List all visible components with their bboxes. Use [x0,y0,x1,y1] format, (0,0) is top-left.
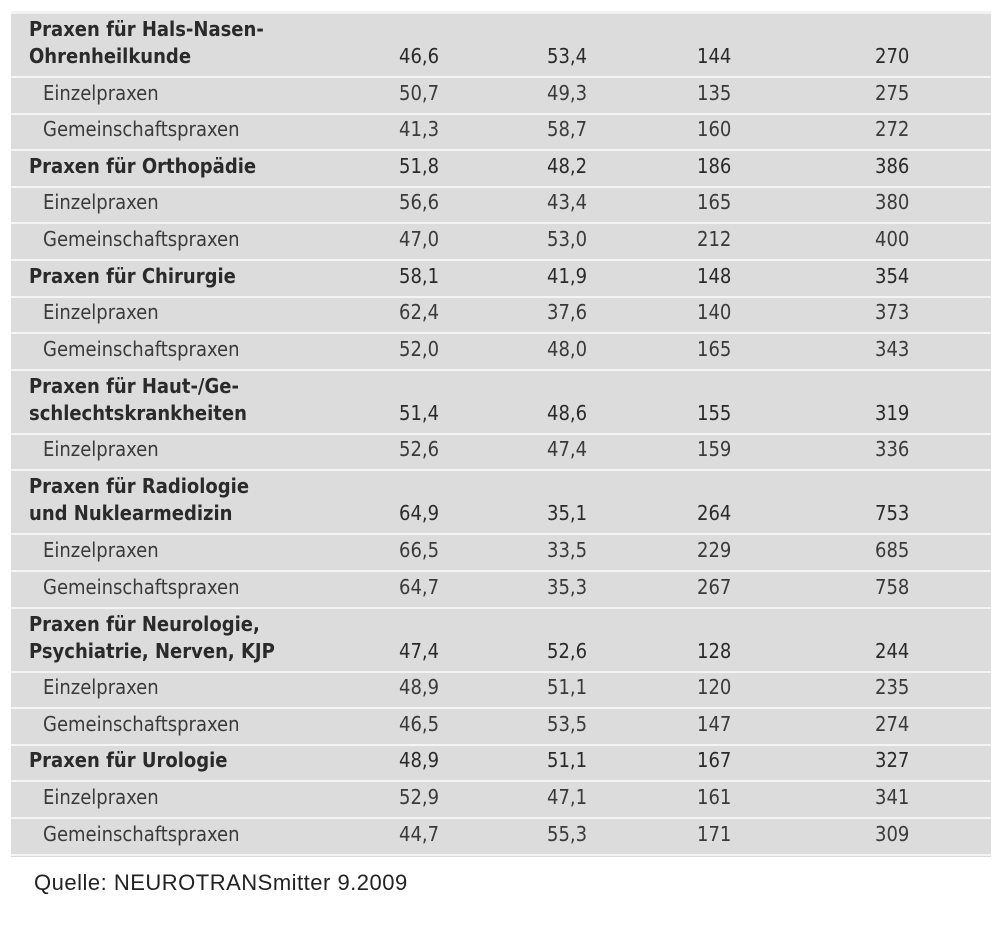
row-label [43,436,159,463]
value-cell-col2: 41,9 [547,263,588,288]
value-cell-col4: 341 [875,784,910,809]
row-label-line: Einzelpraxen [43,675,159,700]
row-label-line: Ohrenheilkunde [29,44,192,68]
value-cell-col1: 52,0 [399,336,440,361]
value-cell-col4: 386 [875,153,910,178]
value-cell-col3: 155 [697,400,732,425]
value-cell-col4: 753 [875,501,910,526]
value-cell-col3: 144 [697,44,732,68]
row-label [43,674,159,701]
value-cell-col2: 49,3 [547,80,588,105]
value-cell-col2: 47,4 [547,437,588,462]
row-label-line: Einzelpraxen [43,537,159,562]
source-caption: Quelle: NEUROTRANSmitter 9.2009 [34,870,408,895]
value-cell-col3: 171 [697,821,732,846]
value-cell-col4: 373 [875,300,910,325]
table-group-row [11,371,991,435]
table-group-row [11,14,991,78]
value-cell-col4: 235 [875,675,910,700]
value-cell-col2: 33,5 [547,537,588,562]
row-label-line: Gemeinschaftspraxen [43,226,240,251]
value-cell-col1: 41,3 [399,117,440,142]
row-label [29,16,264,70]
value-cell-col1: 48,9 [399,675,440,700]
value-cell-col1: 56,6 [399,190,440,215]
row-label-line: Gemeinschaftspraxen [43,117,240,142]
row-label-line: und Nuklearmedizin [29,501,233,526]
row-label-line: Einzelpraxen [43,437,159,462]
value-cell-col1: 44,7 [399,821,440,846]
value-cell-col1: 47,0 [399,226,440,251]
value-cell-col1: 46,6 [399,44,440,68]
value-cell-col2: 53,4 [547,44,588,68]
value-cell-col3: 229 [697,537,732,562]
value-cell-col2: 53,0 [547,226,588,251]
value-cell-col3: 267 [697,574,732,599]
value-cell-col2: 37,6 [547,300,588,325]
value-cell-col4: 319 [875,400,910,425]
value-cell-col3: 148 [697,263,732,288]
value-cell-col3: 160 [697,117,732,142]
value-cell-col2: 48,6 [547,400,588,425]
row-label [43,226,239,253]
row-label [43,336,239,363]
value-cell-col3: 159 [697,437,732,462]
value-cell-col2: 48,2 [547,153,588,178]
row-label [43,80,159,107]
value-cell-col1: 66,5 [399,537,440,562]
row-label-line: Praxen für Chirurgie [29,263,236,288]
value-cell-col1: 52,9 [399,784,440,809]
table-row [11,673,991,710]
value-cell-col3: 167 [697,748,732,773]
value-cell-col4: 274 [875,711,910,736]
table-group-row [11,151,991,188]
row-label-line: Praxen für Haut-/Ge- [29,373,239,398]
table-row [11,435,991,472]
row-label [43,711,239,738]
row-label-line: Einzelpraxen [43,190,159,215]
value-cell-col1: 62,4 [399,300,440,325]
row-label-line: Einzelpraxen [43,80,159,105]
row-label [43,574,239,601]
table-row [11,535,991,572]
value-cell-col4: 758 [875,574,910,599]
row-label-line: Praxen für Urologie [29,748,228,773]
row-label-line: Praxen für Hals-Nasen- [29,17,264,41]
value-cell-col2: 47,1 [547,784,588,809]
value-cell-col3: 161 [697,784,732,809]
value-cell-col4: 275 [875,80,910,105]
value-cell-col1: 46,5 [399,711,440,736]
row-label-line: Gemeinschaftspraxen [43,336,240,361]
value-cell-col2: 48,0 [547,336,588,361]
value-cell-col3: 128 [697,638,732,663]
data-table [11,11,991,857]
row-label [43,784,159,811]
row-label-line: Einzelpraxen [43,784,159,809]
row-label [43,299,159,326]
row-label [29,611,275,665]
table-row [11,819,991,856]
value-cell-col3: 186 [697,153,732,178]
value-cell-col3: 140 [697,300,732,325]
value-cell-col2: 43,4 [547,190,588,215]
value-cell-col2: 55,3 [547,821,588,846]
value-cell-col1: 50,7 [399,80,440,105]
value-cell-col4: 354 [875,263,910,288]
value-cell-col2: 35,1 [547,501,588,526]
value-cell-col3: 165 [697,190,732,215]
row-label-line: Gemeinschaftspraxen [43,711,240,736]
value-cell-col1: 52,6 [399,437,440,462]
row-label [29,747,227,774]
value-cell-col3: 212 [697,226,732,251]
table-row [11,78,991,115]
row-label [29,153,256,180]
row-label-line: Gemeinschaftspraxen [43,821,240,846]
row-label-line: Praxen für Orthopädie [29,153,257,178]
value-cell-col2: 35,3 [547,574,588,599]
value-cell-col1: 51,8 [399,153,440,178]
table-group-row [11,471,991,535]
row-label-line: Praxen für Neurologie, [29,611,260,636]
value-cell-col1: 64,9 [399,501,440,526]
row-label [43,821,239,848]
table-group-row [11,746,991,783]
value-cell-col4: 336 [875,437,910,462]
row-label [29,263,236,290]
value-cell-col4: 343 [875,336,910,361]
table-row [11,782,991,819]
table-row [11,709,991,746]
table-group-row [11,261,991,298]
table-row [11,224,991,261]
row-label-line: Praxen für Radiologie [29,474,250,499]
value-cell-col2: 51,1 [547,748,588,773]
row-label [43,189,159,216]
value-cell-col4: 309 [875,821,910,846]
value-cell-col3: 264 [697,501,732,526]
value-cell-col1: 47,4 [399,638,440,663]
value-cell-col2: 52,6 [547,638,588,663]
value-cell-col3: 120 [697,675,732,700]
table-group-row [11,609,991,673]
value-cell-col3: 147 [697,711,732,736]
value-cell-col1: 51,4 [399,400,440,425]
value-cell-col4: 380 [875,190,910,215]
row-label-line: Einzelpraxen [43,300,159,325]
value-cell-col1: 64,7 [399,574,440,599]
value-cell-col1: 48,9 [399,748,440,773]
row-label [43,537,159,564]
row-label-line: Psychiatrie, Nerven, KJP [29,638,275,663]
value-cell-col1: 58,1 [399,263,440,288]
value-cell-col2: 58,7 [547,117,588,142]
value-cell-col2: 53,5 [547,711,588,736]
table-row [11,298,991,335]
value-cell-col4: 400 [875,226,910,251]
row-label-line: Gemeinschaftspraxen [43,574,240,599]
row-label [43,116,239,143]
table-row [11,188,991,225]
value-cell-col4: 272 [875,117,910,142]
value-cell-col4: 327 [875,748,910,773]
table-row [11,572,991,609]
row-label-line: schlechtskrankheiten [29,400,247,425]
table-row [11,115,991,152]
table-row [11,334,991,371]
value-cell-col4: 244 [875,638,910,663]
row-label [29,373,247,427]
value-cell-col2: 51,1 [547,675,588,700]
value-cell-col4: 685 [875,537,910,562]
row-label [29,473,249,527]
value-cell-col3: 165 [697,336,732,361]
value-cell-col3: 135 [697,80,732,105]
value-cell-col4: 270 [875,44,910,68]
